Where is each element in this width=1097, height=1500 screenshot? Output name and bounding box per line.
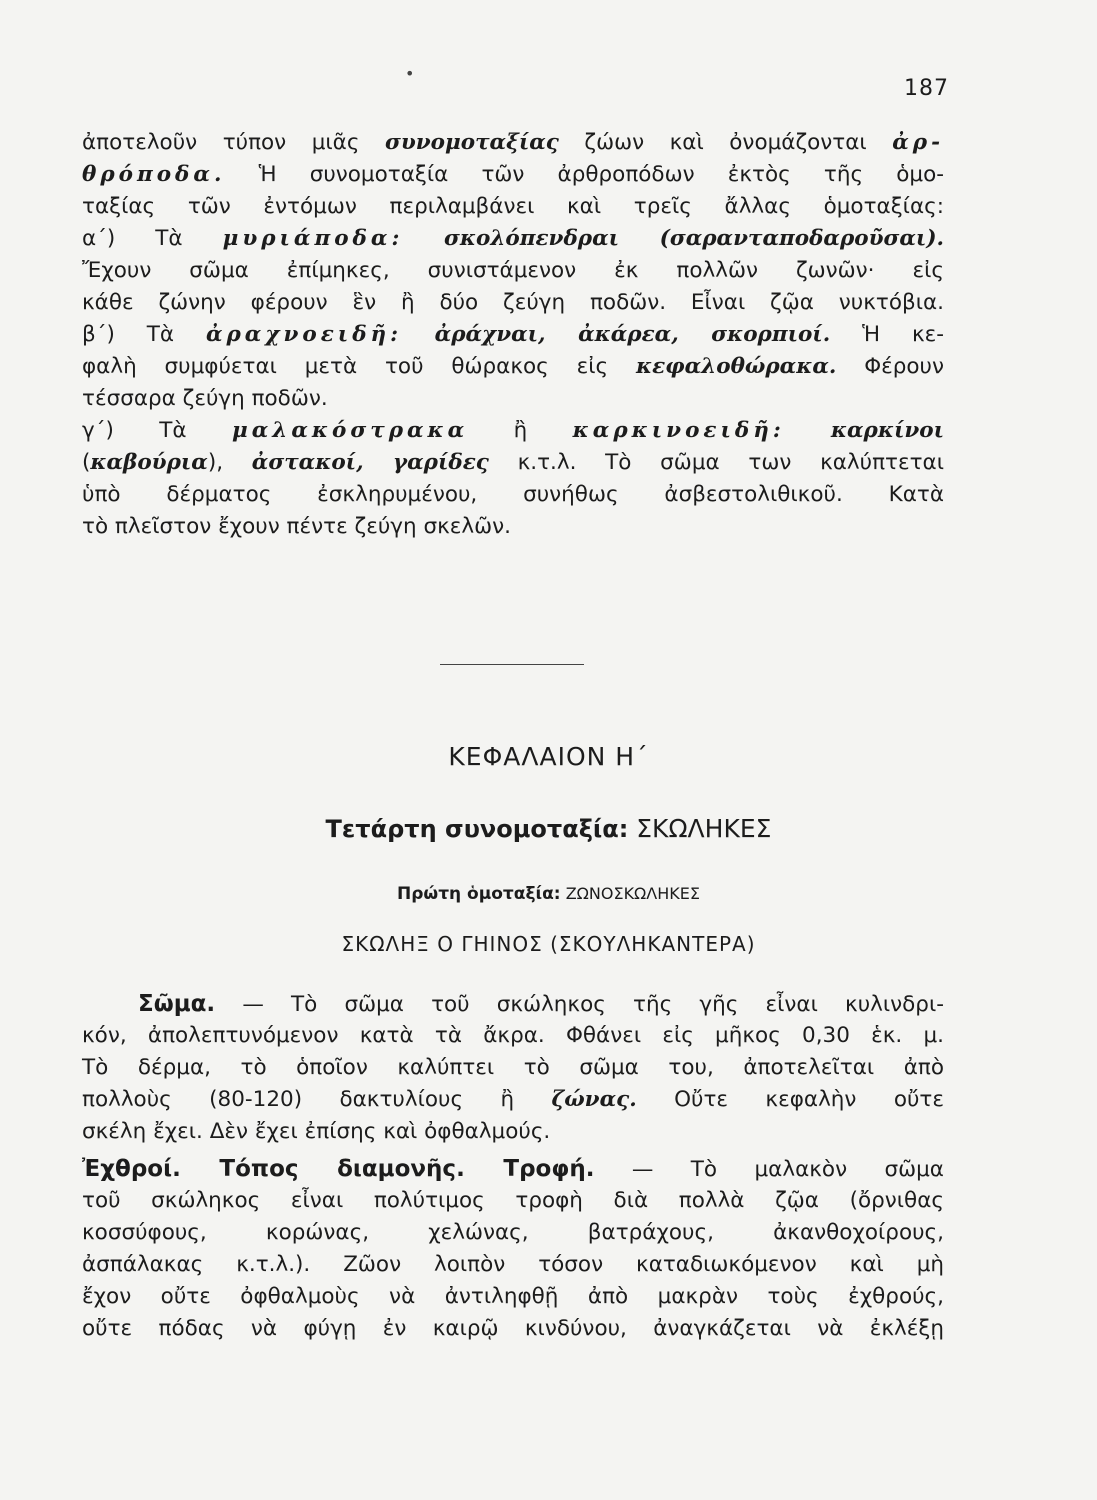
species-heading: ΣΚΩΛΗΞ Ο ΓΗΙΝΟΣ (ΣΚΟΥΛΗΚΑΝΤΕΡΑ) [341,932,756,956]
text-line: θρόποδα. Ἡ συνομοταξία τῶν ἀρθροπόδων ἐκτὸς τῆς ὁμο- [82,162,944,187]
text-line: (καβούρια), ἀστακοί, γαρίδες κ.τ.λ. Τὸ σῶμα των καλύπτεται [82,450,944,475]
page-number: 187 [904,76,949,101]
print-dot: • [405,64,415,83]
text-line: β΄) Τὰ ἀραχνοειδῆ: ἀράχναι, ἀκάρεα, σκορπιοί. Ἡ κε- [82,322,944,347]
text-line: ἔχον οὔτε ὀφθαλμοὺς νὰ ἀντιληφθῇ ἀπὸ μακρὰν τοὺς ἐχθρούς, [82,1284,944,1309]
text-line: Ἔχουν σῶμα ἐπίμηκες, συνιστάμενον ἐκ πολλῶν ζωνῶν· εἰς [82,258,944,283]
text-line: τέσσαρα ζεύγη ποδῶν. [82,386,328,411]
class-heading: Πρώτη ὁμοταξία: ΖΩΝΟΣΚΩΛΗΚΕΣ [397,884,700,904]
text-line: πολλοὺς (80-120) δακτυλίους ἢ ζώνας. Οὔτε κεφαλὴν οὔτε [82,1087,944,1112]
text-line: τοῦ σκώληκος εἶναι πολύτιμος τροφὴ διὰ πολλὰ ζῷα (ὄρνιθας [82,1188,944,1213]
text-line: ἀσπάλακας κ.τ.λ.). Ζῶον λοιπὸν τόσον καταδιωκόμενον καὶ μὴ [82,1252,944,1277]
text-line: κάθε ζώνην φέρουν ἓν ἢ δύο ζεύγη ποδῶν. Εἶναι ζῷα νυκτόβια. [82,290,944,315]
chapter-heading: ΚΕΦΑΛΑΙΟΝ Η΄ [448,742,649,771]
text-line: α΄) Τὰ μυριάποδα: σκολόπενδραι (σαρανταποδαροῦσαι). [82,226,944,251]
text-line: Τὸ δέρμα, τὸ ὁποῖον καλύπτει τὸ σῶμα του, ἀποτελεῖται ἀπὸ [82,1055,944,1080]
text-line: ταξίας τῶν ἐντόμων περιλαμβάνει καὶ τρεῖς ἄλλας ὁμοταξίας: [82,194,944,219]
text-line: γ΄) Τὰ μαλακόστρακα ἢ καρκινοειδῆ: καρκίνοι [82,418,945,443]
text-line: σκέλη ἔχει. Δὲν ἔχει ἐπίσης καὶ ὀφθαλμούς. [82,1119,551,1144]
paragraph-body [82,988,944,1148]
text-line: οὔτε πόδας νὰ φύγῃ ἐν καιρῷ κινδύνου, ἀναγκάζεται νὰ ἐκλέξῃ [82,1316,944,1341]
text-line: ἀποτελοῦν τύπον μιᾶς συνομοταξίας ζώων καὶ ὀνομάζονται ἀρ- [82,130,945,155]
text-line: φαλὴ συμφύεται μετὰ τοῦ θώρακος εἰς κεφαλοθώρακα. Φέρουν [82,354,945,379]
text-line: ὑπὸ δέρματος ἐσκληρυμένου, συνήθως ἀσβεστολιθικοῦ. Κατὰ [82,482,944,507]
text-line: τὸ πλεῖστον ἔχουν πέντε ζεύγη σκελῶν. [82,514,511,539]
text-line: κοσσύφους, κορώνας, χελώνας, βατράχους, ἀκανθοχοίρους, [82,1220,944,1245]
phylum-heading: Τετάρτη συνομοταξία: ΣΚΩΛΗΚΕΣ [325,814,772,843]
text-line: Ἐχθροί. Τόπος διαμονῆς. Τροφή. — Τὸ μαλακὸν σῶμα [82,1156,944,1182]
paragraph-arthropods [82,127,944,543]
section-divider [440,664,584,665]
text-line: Σῶμα. — Τὸ σῶμα τοῦ σκώληκος τῆς γῆς εἶναι κυλινδρι- [138,991,944,1017]
paragraph-enemies [82,1153,944,1345]
text-line: κόν, ἀπολεπτυνόμενον κατὰ τὰ ἄκρα. Φθάνει εἰς μῆκος 0,30 ἑκ. μ. [82,1023,944,1048]
